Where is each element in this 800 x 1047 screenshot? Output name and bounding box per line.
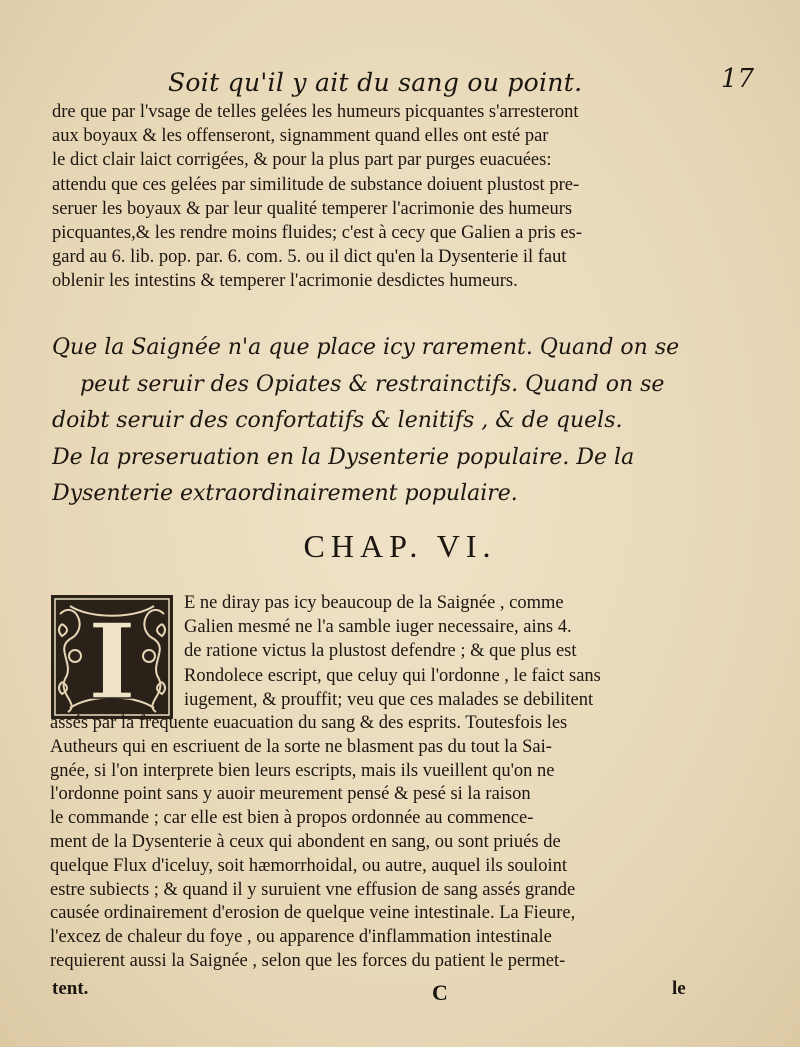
text-line: l'excez de chaleur du foye , ou apparence d'inflammation intestinale [50,927,552,948]
text-line: Rondolece escript, que celuy qui l'ordonne , le faict sans [184,665,601,686]
chapter-summary [52,330,692,513]
text-line: quelque Flux d'iceluy, soit hæmorrhoidal, ou autre, auquel ils souloint [50,855,567,876]
text-line: le commande ; car elle est bien à propos ordonnée au commence- [50,808,534,829]
running-title: Soit qu'il y ait du sang ou point. [168,68,583,97]
chapter-heading: CHAP. VI. [303,528,497,564]
text-line: de ratione victus la plustost defendre ; & que plus est [184,641,577,662]
paragraph-beside-cap [184,591,684,712]
text-line: ment de la Dysenterie à ceux qui abondent en sang, ou sont priués de [50,831,561,852]
text-line: attendu que ces gelées par similitude de substance doiuent plustost pre- [52,174,580,195]
text-line: seruer les boyaux & par leur qualité temperer l'acrimonie des humeurs [52,198,573,219]
catchword: le [672,978,686,999]
text-line: gnée, si l'on interprete bien leurs escripts, mais ils vueillent qu'on ne [50,760,555,781]
summary-line: doibt seruir des confortatifs & lenitifs , & de quels. [52,408,623,433]
text-line: requierent aussi la Saignée , selon que les forces du patient le permet- [50,950,566,971]
text-line: gard au 6. lib. pop. par. 6. com. 5. ou il dict qu'en la Dysenterie il faut [52,247,567,268]
summary-line: peut seruir des Opiates & restrainctifs. Quand on se [80,371,665,397]
drop-cap-letter: I [87,600,137,720]
summary-line: Dysenterie extraordinairement populaire. [52,481,518,506]
summary-line: Que la Saignée n'a que place icy rarement. Quand on se [52,335,680,360]
text-line: le dict clair laict corrigées, & pour la plus part par purges euacuées: [52,150,552,171]
text-line: l'ordonne point sans y auoir meurement pensé & pesé si la raison [50,784,531,805]
text-line: picquantes,& les rendre moins fluides; c'est à cecy que Galien a pris es- [52,223,582,244]
text-line: aux boyaux & les offenseront, signamment quand elles ont esté par [52,126,549,147]
text-line: iugement, & prouffit; veu que ces malades se debilitent [184,689,594,710]
ornamental-drop-cap [50,594,174,720]
signature-mark: C [432,980,448,1005]
paragraph-continued [52,100,692,294]
page-number: 17 [720,64,754,94]
paragraph-body [50,712,690,974]
text-line: causée ordinairement d'erosion de quelque veine intestinale. La Fieure, [50,903,576,924]
text-line: dre que par l'vsage de telles gelées les humeurs picquantes s'arresteront [52,102,579,122]
text-line: estre subiects ; & quand il y suruient vne effusion de sang assés grande [50,879,576,900]
summary-line: De la preseruation en la Dysenterie populaire. De la [52,444,635,470]
last-word: tent. [52,978,89,999]
page-footer [52,978,692,1008]
text-line: oblenir les intestins & temperer l'acrimonie desdictes humeurs. [52,271,518,292]
text-line: assés par la frequente euacuation du sang & des esprits. Toutesfois les [50,713,568,733]
text-line: Autheurs qui en escriuent de la sorte ne blasment pas du tout la Sai- [50,736,552,757]
text-line: E ne diray pas icy beaucoup de la Saignée , comme [184,593,564,613]
text-line: Galien mesmé ne l'a samble iuger necessaire, ains 4. [184,617,572,638]
